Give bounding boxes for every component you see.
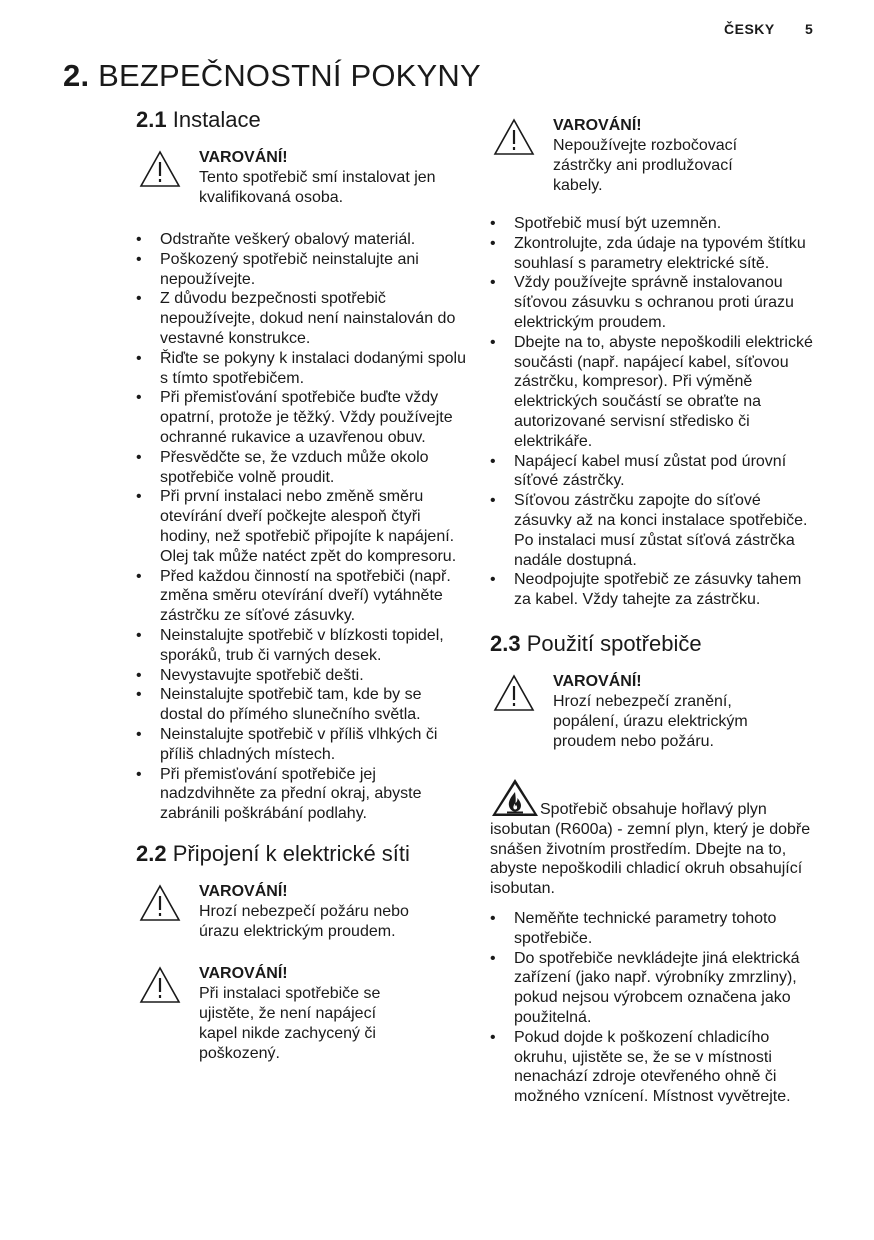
chapter-number: 2. (63, 58, 90, 93)
list-item: • Poškozený spotřebič neinstalujte ani nepoužívejte. (136, 250, 466, 290)
list-item: • Do spotřebiče nevkládejte jiná elektrická zařízení (jako např. výrobníky zmrzliny), pokud nejsou výrobcem označena jako použitelná. (490, 949, 820, 1028)
flammable-warning-icon (490, 778, 540, 818)
list-item: • Síťovou zástrčku zapojte do síťové zásuvky až na konci instalace spotřebiče. Po instalaci musí zůstat síťová zástrčka nadále dostupná. (490, 491, 820, 570)
list-item: • Neinstalujte spotřebič v blízkosti topidel, sporáků, trub či varných desek. (136, 626, 466, 666)
list-item: • Vždy používejte správně instalovanou síťovou zásuvku s ochranou proti úrazu elektrickým proudem. (490, 273, 820, 332)
warning-installation (136, 148, 466, 208)
list-item: • Odstraňte veškerý obalový materiál. (136, 230, 466, 250)
warning-text: Při instalaci spotřebiče se ujistěte, že není napájecí kapel nikde zachycený či poškozený. (199, 984, 381, 1062)
warning-text: Tento spotřebič smí instalovat jen kvalifikovaná osoba. (199, 169, 436, 206)
list-item: • Neinstalujte spotřebič tam, kde by se dostal do přímého slunečního světla. (136, 685, 466, 725)
list-item: • Spotřebič musí být uzemněn. (490, 214, 820, 234)
warning-text: Hrozí nebezpečí požáru nebo úrazu elektrickým proudem. (199, 902, 409, 940)
section-2-3-heading (490, 630, 820, 658)
usage-list (490, 909, 820, 1107)
warning-text: Nepoužívejte rozbočovací zástrčky ani prodlužovací kabely. (553, 137, 738, 194)
warning-triangle-icon (139, 966, 181, 1004)
electrical-list (490, 214, 820, 610)
list-item: • Napájecí kabel musí zůstat pod úrovní síťové zástrčky. (490, 452, 820, 492)
warning-triangle-icon (493, 674, 535, 712)
chapter-title-text: BEZPEČNOSTNÍ POKYNY (98, 58, 481, 93)
section-2-1-heading (136, 106, 466, 134)
warning-title: VAROVÁNÍ! (199, 149, 288, 166)
warning-text: Hrozí nebezpečí zranění, popálení, úrazu elektrickým proudem nebo požáru. (553, 692, 748, 750)
section-title: Instalace (172, 107, 261, 132)
list-item: • Při přemisťování spotřebiče buďte vždy opatrní, protože je těžký. Vždy používejte ochranné rukavice a uzavřenou obuv. (136, 388, 466, 447)
section-number: 2.2 (136, 840, 167, 866)
list-item: • Při první instalaci nebo změně směru otevírání dveří počkejte alespoň čtyři hodiny, než spotřebič připojíte k napájení. Olej tak může natéct zpět do kompresoru. (136, 487, 466, 566)
chapter-title (63, 58, 481, 94)
flammable-note-text: Spotřebič obsahuje hořlavý plyn isobutan (R600a) - zemní plyn, který je dobře snášen životním prostředím. Dbejte na to, abyste nepoškodili chladicí okruh obsahující isobutan. (490, 800, 811, 898)
flammable-gas-note (490, 778, 820, 899)
list-item: • Před každou činností na spotřebiči (např. změna směru otevírání dveří) vytáhněte zástrčku ze síťové zásuvky. (136, 567, 466, 626)
warning-power-cable (136, 964, 466, 1064)
section-title: Připojení k elektrické síti (172, 840, 410, 866)
list-item: • Dbejte na to, abyste nepoškodili elektrické součásti (např. napájecí kabel, síťovou zástrčku, kompresor). Při výměně elektrických součástí se obraťte na autorizované servisní středisko či elektrikáře. (490, 333, 820, 452)
warning-extension-cables (490, 116, 820, 196)
section-title: Použití spotřebiče (526, 630, 702, 656)
list-item: • Řiďte se pokyny k instalaci dodanými spolu s tímto spotřebičem. (136, 349, 466, 389)
warning-triangle-icon (493, 118, 535, 156)
list-item: • Nevystavujte spotřebič dešti. (136, 666, 466, 686)
list-item: • Neinstalujte spotřebič v příliš vlhkých či příliš chladných místech. (136, 725, 466, 765)
section-number: 2.3 (490, 630, 521, 656)
list-item: • Neodpojujte spotřebič ze zásuvky tahem za kabel. Vždy tahejte za zástrčku. (490, 570, 820, 610)
section-2-2-heading (136, 840, 466, 868)
list-item: • Pokud dojde k poškození chladicího okruhu, ujistěte se, že se v místnosti nenachází zdroje otevřeného ohně či možného vznícení. Místnost vyvětrejte. (490, 1028, 820, 1107)
warning-title: VAROVÁNÍ! (199, 882, 288, 900)
list-item: • Při přemisťování spotřebiče jej nadzdvihněte za přední okraj, abyste zabránili poškrábání podlahy. (136, 765, 466, 824)
section-number: 2.1 (136, 107, 167, 132)
warning-title: VAROVÁNÍ! (199, 964, 288, 982)
header-language: ČESKY (724, 21, 775, 37)
right-column (490, 116, 820, 1107)
list-item: • Neměňte technické parametry tohoto spotřebiče. (490, 909, 820, 949)
list-item: • Zkontrolujte, zda údaje na typovém štítku souhlasí s parametry elektrické sítě. (490, 234, 820, 274)
left-column (136, 106, 466, 1064)
list-item: • Přesvědčte se, že vzduch může okolo spotřebiče volně proudit. (136, 448, 466, 488)
warning-title: VAROVÁNÍ! (553, 672, 642, 690)
warning-triangle-icon (139, 150, 181, 188)
warning-triangle-icon (139, 884, 181, 922)
page-number: 5 (805, 21, 813, 37)
warning-title: VAROVÁNÍ! (553, 117, 642, 134)
installation-list (136, 230, 466, 824)
warning-usage (490, 672, 820, 752)
warning-electrical-fire (136, 882, 466, 942)
list-item: • Z důvodu bezpečnosti spotřebič nepoužívejte, dokud není nainstalován do vestavné konstrukce. (136, 289, 466, 348)
